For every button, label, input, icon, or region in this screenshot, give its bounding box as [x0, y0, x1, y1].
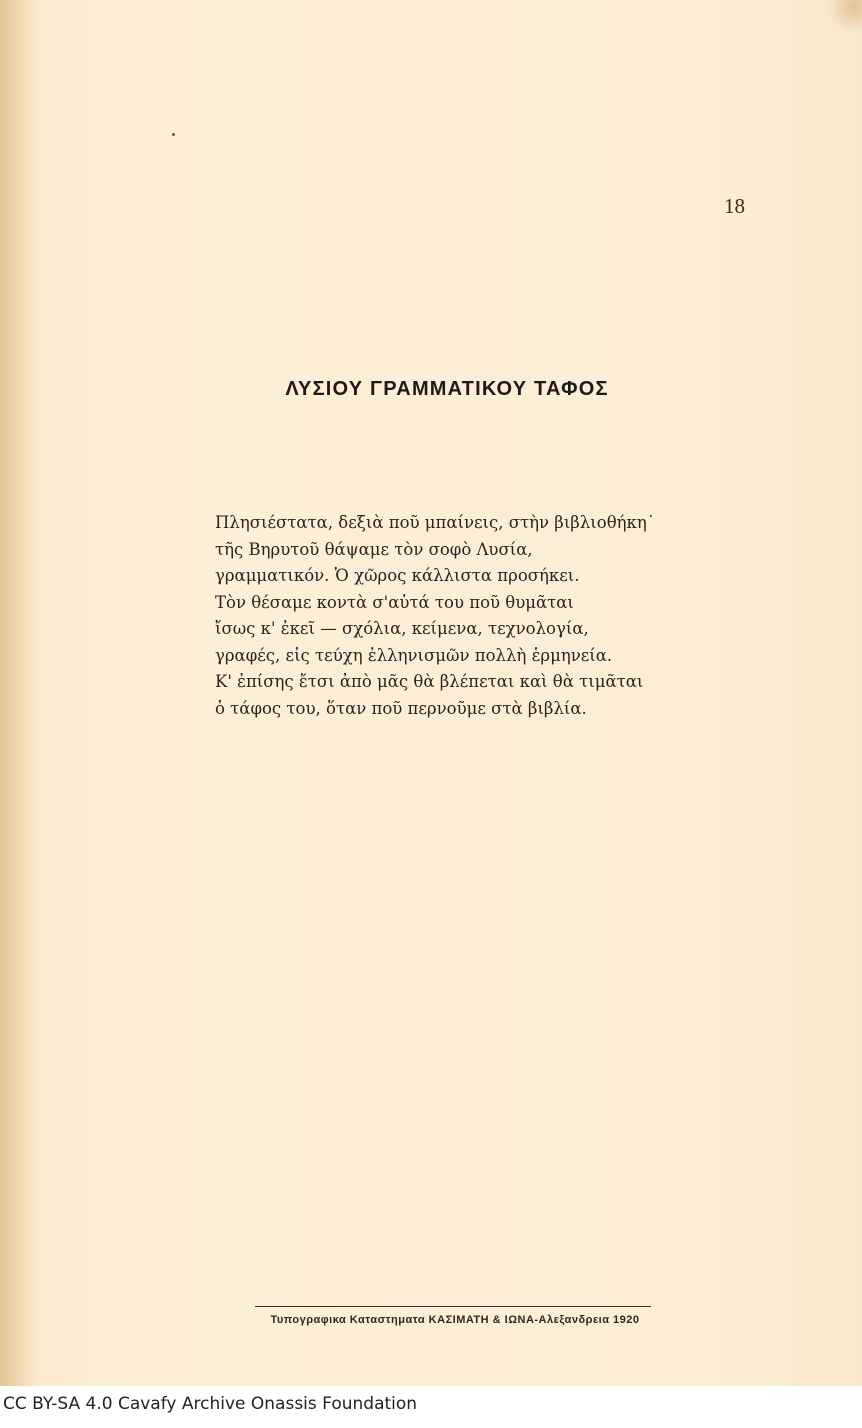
- printer-imprint: Τυπογραφικα Καταστηματα ΚΑΣΙΜΑΤΗ & ΙΩΝΑ-Αλεξανδρεια 1920: [270, 1314, 640, 1326]
- poem-line: Τὸν θέσαμε κοντὰ σ'αὐτά του ποῦ θυμᾶται: [215, 592, 574, 612]
- poem-line: Πλησιέστατα, δεξιὰ ποῦ μπαίνεις, στὴν βιβλιοθήκη˙: [215, 513, 655, 532]
- page-number: 18: [724, 194, 745, 218]
- license-credit: CC BY-SA 4.0 Cavafy Archive Onassis Foundation: [3, 1394, 418, 1414]
- poem-line: ἴσως κ' ἐκεῖ — σχόλια, κείμενα, τεχνολογία,: [215, 619, 589, 638]
- poem-title: ΛΥΣΙΟΥ ΓΡΑΜΜΑΤΙΚΟΥ ΤΑΦΟΣ: [285, 378, 609, 400]
- poem-line: γραφές, εἰς τεύχη ἑλληνισμῶν πολλὴ ἑρμηνεία.: [215, 645, 613, 665]
- poem-line: Κ' ἐπίσης ἔτσι ἀπὸ μᾶς θὰ βλέπεται καὶ θὰ τιμᾶται: [215, 672, 644, 691]
- poem-line: ὁ τάφος του, ὅταν ποῦ περνοῦμε στὰ βιβλία.: [215, 698, 587, 718]
- credit-bar: [0, 1386, 862, 1428]
- poem-line: τῆς Βηρυτοῦ θάψαμε τὸν σοφὸ Λυσία,: [215, 539, 533, 559]
- imprint-rule: [255, 1306, 651, 1307]
- ink-speck: [172, 133, 175, 136]
- corner-stain: [822, 0, 862, 30]
- poem-line: γραμματικόν. Ὁ χῶρος κάλλιστα προσήκει.: [215, 566, 580, 585]
- poem-body: [215, 510, 735, 722]
- page-gutter-shadow: [0, 0, 38, 1386]
